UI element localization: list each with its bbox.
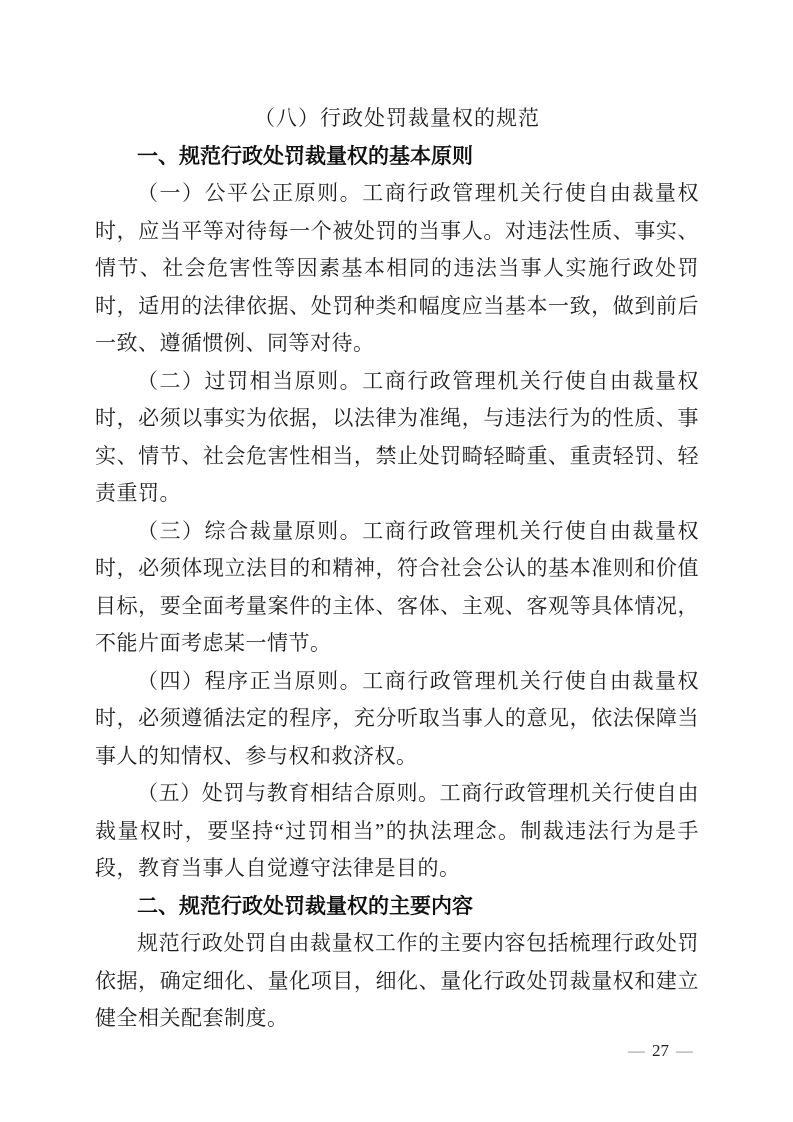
paragraph-principle-due-process: （四）程序正当原则。工商行政管理机关行使自由裁量权时，必须遵循法定的程序，充分听取当事人的意见，依法保障当事人的知情权、参与权和救济权。: [95, 668, 699, 768]
paragraph-principle-fairness: （一）公平公正原则。工商行政管理机关行使自由裁量权时，应当平等对待每一个被处罚的当事人。对违法性质、事实、情节、社会危害性等因素基本相同的违法当事人实施行政处罚时，适用的法律依据、处罚种类和幅度应当基本一致，做到前后一致、遵循惯例、同等对待。: [95, 181, 699, 355]
section-heading-basic-principles: 一、规范行政处罚裁量权的基本原则: [137, 144, 473, 168]
paragraph-principle-punishment-education: （五）处罚与教育相结合原则。工商行政管理机关行使自由裁量权时，要坚持“过罚相当”的执法理念。制裁违法行为是手段，教育当事人自觉遵守法律是目的。: [95, 781, 699, 880]
paragraph-principle-proportionality: （二）过罚相当原则。工商行政管理机关行使自由裁量权时，必须以事实为依据，以法律为准绳，与违法行为的性质、事实、情节、社会危害性相当，禁止处罚畸轻畸重、重责轻罚、轻责重罚。: [95, 368, 699, 505]
page-number-right-dash: —: [676, 1041, 693, 1060]
section-heading-main-content: 二、规范行政处罚裁量权的主要内容: [137, 894, 473, 918]
document-title: （八）行政处罚裁量权的规范: [254, 106, 540, 130]
page-number: [621, 1039, 700, 1063]
page-number-value: 27: [652, 1041, 669, 1060]
paragraph-main-content-summary: 规范行政处罚自由裁量权工作的主要内容包括梳理行政处罚依据，确定细化、量化项目，细化、量化行政处罚裁量权和建立健全相关配套制度。: [95, 931, 699, 1030]
document-body: [95, 100, 699, 1038]
page-number-left-dash: —: [628, 1041, 645, 1060]
paragraph-principle-comprehensive-discretion: （三）综合裁量原则。工商行政管理机关行使自由裁量权时，必须体现立法目的和精神，符合社会公认的基本准则和价值目标，要全面考量案件的主体、客体、主观、客观等具体情况，不能片面考虑某一情节。: [95, 518, 699, 655]
